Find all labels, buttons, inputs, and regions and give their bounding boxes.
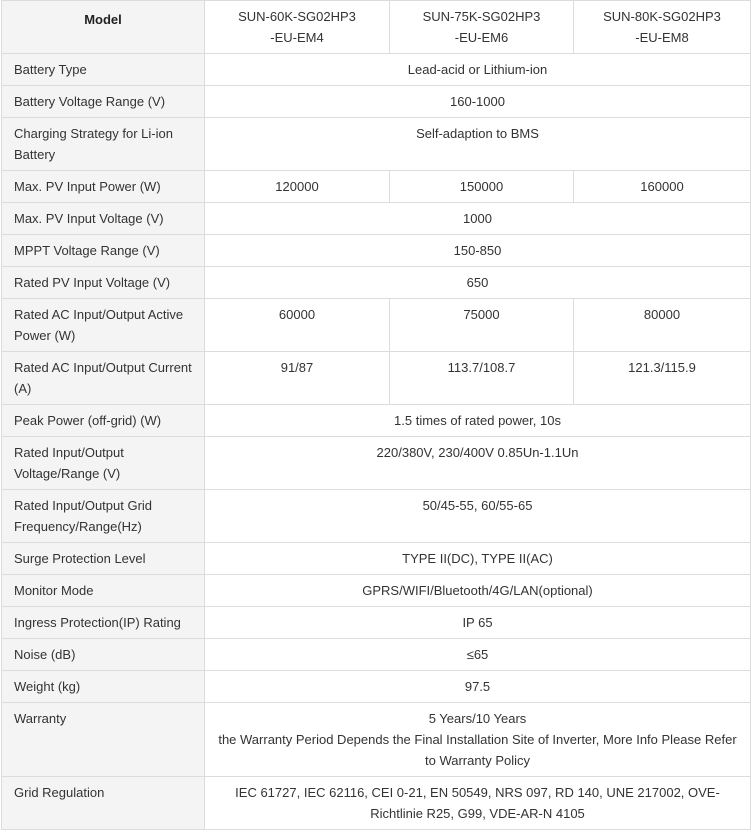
row-value: Lead-acid or Lithium-ion <box>205 54 751 86</box>
spec-table <box>1 0 751 830</box>
row-value: 1.5 times of rated power, 10s <box>205 405 751 437</box>
row-label: Peak Power (off-grid) (W) <box>2 405 205 437</box>
row-label: Rated AC Input/Output Current (A) <box>2 352 205 405</box>
row-label: Charging Strategy for Li-ion Battery <box>2 118 205 171</box>
row-label: Weight (kg) <box>2 671 205 703</box>
row-value: 1000 <box>205 203 751 235</box>
model-name-3: SUN-80K-SG02HP3 -EU-EM8 <box>574 1 751 54</box>
table-row <box>2 671 751 703</box>
row-value: 160-1000 <box>205 86 751 118</box>
row-value: 113.7/108.7 <box>390 352 574 405</box>
table-row <box>2 352 751 405</box>
row-value: 50/45-55, 60/55-65 <box>205 490 751 543</box>
row-value <box>205 703 751 777</box>
row-value: 75000 <box>390 299 574 352</box>
model-name-1: SUN-60K-SG02HP3 -EU-EM4 <box>205 1 390 54</box>
warranty-years: 5 Years/10 Years <box>428 711 527 726</box>
table-row <box>2 543 751 575</box>
row-value: IEC 61727, IEC 62116, CEI 0-21, EN 50549, NRS 097, RD 140, UNE 217002, OVE-Richtlinie R25, G99, VDE-AR-N 4105 <box>205 777 751 830</box>
table-row <box>2 777 751 830</box>
model-name-2: SUN-75K-SG02HP3 -EU-EM6 <box>390 1 574 54</box>
row-value: IP 65 <box>205 607 751 639</box>
table-row <box>2 299 751 352</box>
table-row <box>2 490 751 543</box>
row-label: Ingress Protection(IP) Rating <box>2 607 205 639</box>
row-value: 120000 <box>205 171 390 203</box>
row-label: Monitor Mode <box>2 575 205 607</box>
row-label: Max. PV Input Voltage (V) <box>2 203 205 235</box>
row-label: Rated Input/Output Grid Frequency/Range(Hz) <box>2 490 205 543</box>
warranty-note: the Warranty Period Depends the Final Installation Site of Inverter, More Info Please Refer to Warranty Policy <box>218 732 737 768</box>
table-row <box>2 437 751 490</box>
row-label: Rated AC Input/Output Active Power (W) <box>2 299 205 352</box>
row-label: Rated Input/Output Voltage/Range (V) <box>2 437 205 490</box>
table-row <box>2 405 751 437</box>
row-value: 650 <box>205 267 751 299</box>
row-value: 97.5 <box>205 671 751 703</box>
row-value: 150000 <box>390 171 574 203</box>
table-row <box>2 86 751 118</box>
table-row <box>2 118 751 171</box>
row-value: 121.3/115.9 <box>574 352 751 405</box>
row-label: Rated PV Input Voltage (V) <box>2 267 205 299</box>
table-row <box>2 235 751 267</box>
row-value: 91/87 <box>205 352 390 405</box>
row-value: Self-adaption to BMS <box>205 118 751 171</box>
table-row <box>2 54 751 86</box>
row-value: 80000 <box>574 299 751 352</box>
row-label: Battery Type <box>2 54 205 86</box>
table-row <box>2 703 751 777</box>
header-row <box>2 1 751 54</box>
row-value: 160000 <box>574 171 751 203</box>
row-value: GPRS/WIFI/Bluetooth/4G/LAN(optional) <box>205 575 751 607</box>
row-label: Grid Regulation <box>2 777 205 830</box>
table-row <box>2 639 751 671</box>
row-label: Max. PV Input Power (W) <box>2 171 205 203</box>
row-label: Noise (dB) <box>2 639 205 671</box>
table-row <box>2 607 751 639</box>
table-row <box>2 575 751 607</box>
row-label: Surge Protection Level <box>2 543 205 575</box>
row-label: Warranty <box>2 703 205 777</box>
table-row <box>2 171 751 203</box>
row-value: 150-850 <box>205 235 751 267</box>
row-value: TYPE II(DC), TYPE II(AC) <box>205 543 751 575</box>
model-header: Model <box>2 1 205 54</box>
table-row <box>2 267 751 299</box>
row-label: Battery Voltage Range (V) <box>2 86 205 118</box>
row-value: ≤65 <box>205 639 751 671</box>
row-value: 60000 <box>205 299 390 352</box>
row-value: 220/380V, 230/400V 0.85Un-1.1Un <box>205 437 751 490</box>
row-label: MPPT Voltage Range (V) <box>2 235 205 267</box>
table-row <box>2 203 751 235</box>
